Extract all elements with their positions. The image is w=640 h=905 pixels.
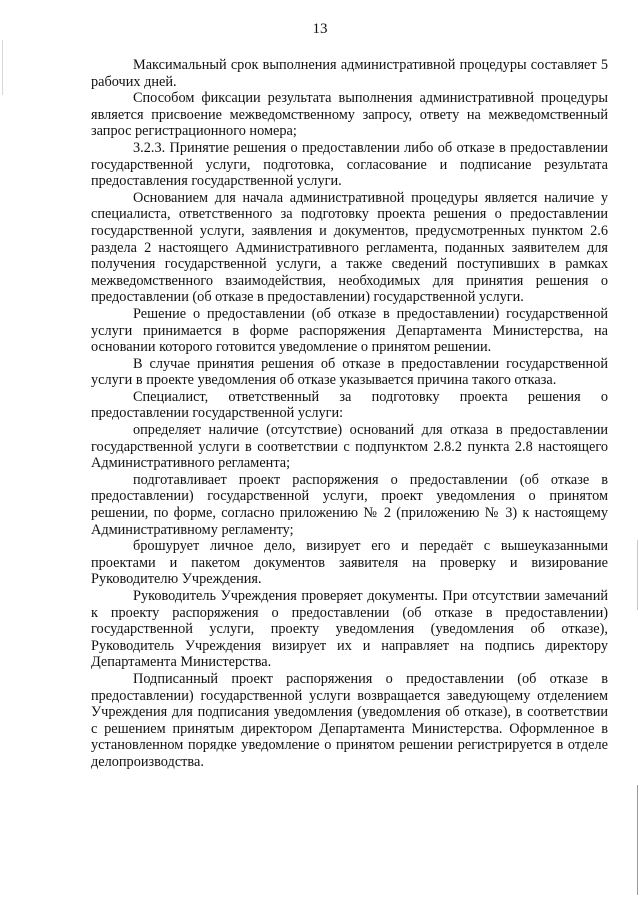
paragraph: Основанием для начала административной процедуры является наличие у специалиста, ответственного за подготовку проекта решения о предоставлении государственной услуги, заявления и документов, предусмотренных пунктом 2.6 раздела 2 настоящего Административного регламента, поданных заявителем для получения государственной услуги, а также сведений поступивших в рамках межведомственного взаимодействия, необходимых для принятия решения о предоставлении (об отказе в предоставлении) государственной услуги.: [91, 189, 608, 306]
paragraph: определяет наличие (отсутствие) оснований для отказа в предоставлении государственной услуги в соответствии с подпунктом 2.8.2 пункта 2.8 настоящего Административного регламента;: [91, 422, 608, 472]
paragraph: Подписанный проект распоряжения о предоставлении (об отказе в предоставлении) государственной услуги возвращается заведующему отделением Учреждения для подписания уведомления (уведомления об отказе), в соответствии с решением принятым директором Департамента Министерства. Оформленное в установленном порядке уведомление о принятом решении регистрируется в отделе делопроизводства.: [91, 670, 608, 770]
scan-edge-mark: [2, 40, 3, 95]
document-body: [91, 57, 608, 771]
paragraph: 3.2.3. Принятие решения о предоставлении либо об отказе в предоставлении государственной услуги, подготовка, согласование и подписание результата предоставления государственной услуги.: [91, 139, 608, 190]
scan-edge-mark: [637, 785, 638, 895]
paragraph: Руководитель Учреждения проверяет документы. При отсутствии замечаний к проекту распоряжения о предоставлении (об отказе в предоставлении) государственной услуги, проекту уведомления (уведомления об отказе), Руководитель Учреждения визирует их и направляет на подпись директору Департамента Министерства.: [91, 588, 608, 671]
paragraph: Специалист, ответственный за подготовку проекта решения о предоставлении государственной услуги:: [91, 388, 608, 422]
paragraph: брошурует личное дело, визирует его и передаёт с вышеуказанными проектами и пакетом документов заявителя на проверку и визирование Руководителю Учреждения.: [91, 538, 608, 588]
paragraph: Решение о предоставлении (об отказе в предоставлении) государственной услуги принимается в форме распоряжения Департамента Министерства, на основании которого готовится уведомление о принятом решении.: [91, 305, 608, 356]
paragraph: Способом фиксации результата выполнения административной процедуры является присвоение межведомственному запросу, ответу на межведомственный запрос регистрационного номера;: [91, 90, 608, 140]
scan-edge-mark: [637, 540, 638, 610]
paragraph: подготавливает проект распоряжения о предоставлении (об отказе в предоставлении) государственной услуги, проект уведомления о принятом решении, по форме, согласно приложению № 2 (приложению № 3) к настоящему Административному регламенту;: [91, 471, 608, 538]
paragraph: В случае принятия решения об отказе в предоставлении государственной услуги в проекте уведомления об отказе указывается причина такого отказа.: [91, 355, 608, 389]
paragraph: Максимальный срок выполнения административной процедуры составляет 5 рабочих дней.: [91, 57, 608, 90]
page-number: 13: [312, 21, 328, 37]
